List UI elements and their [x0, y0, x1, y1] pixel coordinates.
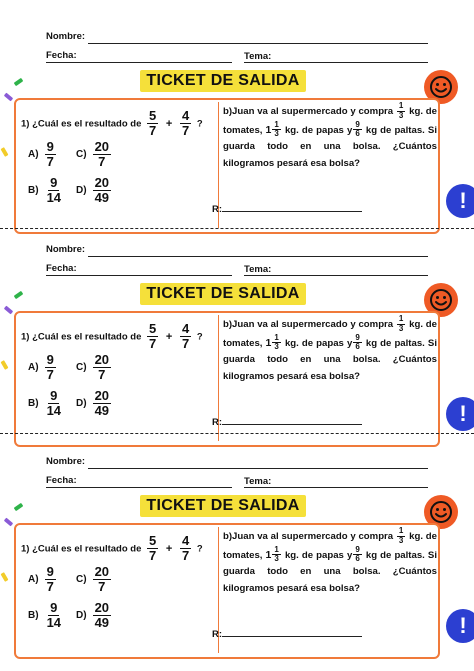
question-1 — [21, 322, 203, 352]
option-c-letter: C) — [76, 149, 87, 161]
q2-frac3 — [353, 121, 361, 140]
q1-term-a-num: 5 — [149, 108, 157, 123]
q2-part1: b)Juan va al supermercado y compra — [223, 105, 394, 117]
option-d-num: 20 — [94, 388, 110, 403]
q2-part1: b)Juan va al supermercado y compra — [223, 530, 394, 542]
q2-whole: 1 — [265, 123, 272, 136]
option-a-num: 9 — [46, 564, 54, 579]
q2-frac1-num: 1 — [398, 101, 404, 110]
response-field[interactable] — [212, 628, 362, 640]
q2-frac3-num: 9 — [355, 332, 360, 342]
option-a-letter: A) — [28, 149, 39, 161]
q1-term-a-den: 7 — [149, 336, 157, 352]
response-line — [222, 416, 362, 425]
option-d-den: 49 — [94, 615, 110, 631]
q2-frac2-num: 1 — [274, 544, 279, 554]
confetti-yellow — [1, 147, 9, 157]
q2-frac3-num: 9 — [355, 544, 360, 554]
question-2 — [223, 315, 437, 385]
q1-term-a-num: 5 — [149, 533, 157, 548]
option-d-fraction — [93, 601, 111, 631]
option-c-den: 7 — [98, 154, 106, 170]
confetti-green — [14, 503, 24, 511]
cut-line-2 — [0, 433, 474, 434]
option-c[interactable] — [76, 565, 114, 595]
option-b-num: 9 — [50, 388, 58, 403]
option-d-letter: D) — [76, 610, 87, 622]
option-a-den: 7 — [46, 367, 54, 383]
option-a-fraction — [45, 565, 56, 595]
option-d-letter: D) — [76, 185, 87, 197]
topic-label: Tema: — [244, 476, 272, 487]
option-a-fraction — [45, 353, 56, 383]
q2-frac1 — [397, 315, 405, 334]
option-a-num: 9 — [46, 352, 54, 367]
q2-frac1-num: 1 — [398, 314, 404, 323]
q1-term-b-num: 4 — [181, 533, 190, 548]
q2-frac2 — [272, 121, 280, 140]
q2-frac1-den: 3 — [398, 323, 404, 333]
option-b-den: 14 — [46, 615, 62, 631]
date-label: Fecha: — [46, 50, 77, 61]
option-c-letter: C) — [76, 362, 87, 374]
ticket-title: TICKET DE SALIDA — [140, 283, 306, 305]
name-label: Nombre: — [46, 31, 86, 42]
q1-prefix: 1) ¿Cuál es el resultado de — [21, 543, 142, 555]
name-line — [88, 468, 428, 469]
q2-part4: kg de paltas. Si guarda todo en una bolsa. ¿Cuántos kilogramos pesará esa bolsa? — [223, 124, 437, 169]
q2-part3: kg. de papas y — [284, 549, 353, 561]
q2-part4: kg de paltas. Si guarda todo en una bolsa. ¿Cuántos kilogramos pesará esa bolsa? — [223, 337, 437, 382]
option-a[interactable] — [28, 140, 59, 170]
confetti-green — [14, 78, 24, 86]
q2-part3: kg. de papas y — [284, 124, 353, 136]
option-d[interactable] — [76, 176, 114, 206]
option-c-fraction — [93, 565, 111, 595]
q2-frac3-den: 6 — [355, 554, 360, 564]
q1-term-a-num: 5 — [149, 321, 157, 336]
date-line — [46, 62, 232, 63]
questions-box — [14, 523, 440, 659]
option-c-den: 7 — [98, 579, 106, 595]
q1-term-b-den: 7 — [181, 548, 190, 564]
q1-operator: + — [165, 330, 173, 343]
option-b[interactable] — [28, 601, 66, 631]
option-b-den: 14 — [46, 190, 62, 206]
topic-label: Tema: — [244, 264, 272, 275]
q2-frac2-num: 1 — [274, 332, 279, 342]
q2-frac1-num: 1 — [398, 526, 404, 535]
topic-line — [244, 487, 428, 488]
option-c-num: 20 — [94, 352, 110, 367]
q1-term-a-den: 7 — [149, 548, 157, 564]
q1-term-b-den: 7 — [181, 336, 190, 352]
option-c-num: 20 — [94, 564, 110, 579]
q2-part2: kg. de tomates, — [223, 105, 437, 136]
option-d-fraction — [93, 389, 111, 419]
name-label: Nombre: — [46, 244, 86, 255]
q1-term-b — [180, 322, 191, 352]
q2-part4: kg de paltas. Si guarda todo en una bolsa. ¿Cuántos kilogramos pesará esa bolsa? — [223, 549, 437, 594]
cut-line-1 — [0, 228, 474, 229]
confetti-green — [14, 291, 24, 299]
confetti-purple — [4, 518, 13, 527]
name-line — [88, 43, 428, 44]
name-label: Nombre: — [46, 456, 86, 467]
q2-frac3-den: 6 — [355, 129, 360, 139]
option-d[interactable] — [76, 601, 114, 631]
option-c[interactable] — [76, 353, 114, 383]
option-b-letter: B) — [28, 398, 39, 410]
topic-label: Tema: — [244, 51, 272, 62]
exclamation-icon: ! — [446, 184, 474, 218]
topic-line — [244, 275, 428, 276]
response-line — [222, 203, 362, 212]
option-b-fraction — [45, 389, 63, 419]
option-b-fraction — [45, 176, 63, 206]
exclamation-icon: ! — [446, 609, 474, 643]
option-a-den: 7 — [46, 579, 54, 595]
q1-term-b-den: 7 — [181, 123, 190, 139]
q2-frac1-den: 3 — [398, 110, 404, 120]
date-label: Fecha: — [46, 475, 77, 486]
option-c-letter: C) — [76, 574, 87, 586]
question-1 — [21, 534, 203, 564]
option-d-num: 20 — [94, 175, 110, 190]
q2-frac2 — [272, 546, 280, 565]
ticket-title: TICKET DE SALIDA — [140, 495, 306, 517]
exit-ticket-1 — [0, 0, 474, 215]
option-b-fraction — [45, 601, 63, 631]
q2-frac3 — [353, 546, 361, 565]
exit-ticket-3 — [0, 425, 474, 640]
q2-frac2 — [272, 334, 280, 353]
q1-term-b-num: 4 — [181, 321, 190, 336]
ticket-title: TICKET DE SALIDA — [140, 70, 306, 92]
date-label: Fecha: — [46, 263, 77, 274]
question-1 — [21, 109, 203, 139]
q1-operator: + — [165, 117, 173, 130]
q2-frac1-den: 3 — [398, 535, 404, 545]
q2-part3: kg. de papas y — [284, 337, 353, 349]
question-2 — [223, 102, 437, 172]
exit-ticket-2 — [0, 213, 474, 428]
q2-part1: b)Juan va al supermercado y compra — [223, 318, 394, 330]
q1-suffix: ? — [196, 118, 203, 130]
option-c-fraction — [93, 353, 111, 383]
response-label: R: — [212, 417, 223, 428]
q1-operator: + — [165, 542, 173, 555]
q1-term-a — [147, 322, 158, 352]
confetti-purple — [4, 306, 13, 315]
name-line — [88, 256, 428, 257]
exclamation-icon: ! — [446, 397, 474, 431]
option-b-num: 9 — [50, 600, 58, 615]
option-b[interactable] — [28, 176, 66, 206]
confetti-yellow — [1, 572, 9, 582]
q1-term-a — [147, 109, 158, 139]
q1-suffix: ? — [196, 331, 203, 343]
q1-term-a — [147, 534, 158, 564]
response-line — [222, 628, 362, 637]
q1-term-b — [180, 534, 191, 564]
q2-whole: 1 — [265, 336, 272, 349]
option-d-num: 20 — [94, 600, 110, 615]
option-b-num: 9 — [50, 175, 58, 190]
q2-part2: kg. de tomates, — [223, 318, 437, 349]
option-d-fraction — [93, 176, 111, 206]
date-line — [46, 275, 232, 276]
q2-frac2-num: 1 — [274, 119, 279, 129]
confetti-purple — [4, 93, 13, 102]
option-d-den: 49 — [94, 190, 110, 206]
q2-frac2-den: 3 — [274, 129, 279, 139]
q2-frac2-den: 3 — [274, 554, 279, 564]
option-b-letter: B) — [28, 185, 39, 197]
option-d-den: 49 — [94, 403, 110, 419]
option-b-den: 14 — [46, 403, 62, 419]
option-c-num: 20 — [94, 139, 110, 154]
response-label: R: — [212, 629, 223, 640]
option-a-fraction — [45, 140, 56, 170]
date-line — [46, 487, 232, 488]
option-b[interactable] — [28, 389, 66, 419]
option-a[interactable] — [28, 565, 59, 595]
option-c-den: 7 — [98, 367, 106, 383]
option-d[interactable] — [76, 389, 114, 419]
topic-line — [244, 62, 428, 63]
q2-frac1 — [397, 527, 405, 546]
option-a-num: 9 — [46, 139, 54, 154]
q1-term-a-den: 7 — [149, 123, 157, 139]
q2-frac2-den: 3 — [274, 342, 279, 352]
q2-part2: kg. de tomates, — [223, 530, 437, 561]
option-b-letter: B) — [28, 610, 39, 622]
option-c[interactable] — [76, 140, 114, 170]
q2-frac3 — [353, 334, 361, 353]
q1-term-b — [180, 109, 191, 139]
q2-frac3-den: 6 — [355, 342, 360, 352]
option-d-letter: D) — [76, 398, 87, 410]
option-a-den: 7 — [46, 154, 54, 170]
q2-frac3-num: 9 — [355, 119, 360, 129]
q1-prefix: 1) ¿Cuál es el resultado de — [21, 331, 142, 343]
question-2 — [223, 527, 437, 597]
option-a-letter: A) — [28, 362, 39, 374]
q2-frac1 — [397, 102, 405, 121]
response-label: R: — [212, 204, 223, 215]
option-c-fraction — [93, 140, 111, 170]
q1-prefix: 1) ¿Cuál es el resultado de — [21, 118, 142, 130]
q1-term-b-num: 4 — [181, 108, 190, 123]
option-a[interactable] — [28, 353, 59, 383]
q2-whole: 1 — [265, 548, 272, 561]
confetti-yellow — [1, 360, 9, 370]
option-a-letter: A) — [28, 574, 39, 586]
q1-suffix: ? — [196, 543, 203, 555]
